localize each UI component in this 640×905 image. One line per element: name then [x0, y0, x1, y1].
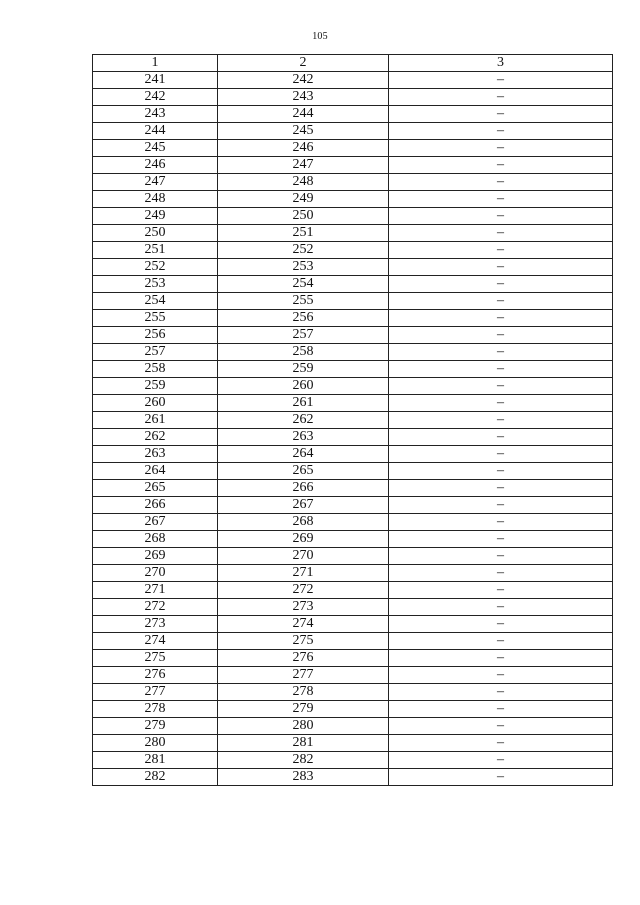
table-cell: –: [389, 412, 613, 429]
table-cell: 271: [93, 582, 218, 599]
table-cell: 252: [93, 259, 218, 276]
table-cell: 253: [93, 276, 218, 293]
table-cell: 265: [218, 463, 389, 480]
table-cell: 273: [218, 599, 389, 616]
table-row: [93, 378, 613, 395]
table-cell: –: [389, 123, 613, 140]
table-cell: –: [389, 650, 613, 667]
table-cell: –: [389, 446, 613, 463]
table-cell: 243: [218, 89, 389, 106]
table-row: [93, 463, 613, 480]
table-row: [93, 701, 613, 718]
table-cell: 252: [218, 242, 389, 259]
table-cell: 274: [218, 616, 389, 633]
table-row: [93, 361, 613, 378]
table-cell: 257: [93, 344, 218, 361]
table-cell: –: [389, 616, 613, 633]
table-cell: –: [389, 140, 613, 157]
table-cell: 249: [93, 208, 218, 225]
column-header: 1: [93, 55, 218, 72]
table-row: [93, 650, 613, 667]
table-cell: 274: [93, 633, 218, 650]
table-cell: 248: [93, 191, 218, 208]
table-cell: –: [389, 293, 613, 310]
table-cell: –: [389, 752, 613, 769]
table-cell: 279: [93, 718, 218, 735]
table-cell: 260: [93, 395, 218, 412]
table-cell: 244: [218, 106, 389, 123]
table-cell: 247: [93, 174, 218, 191]
table-cell: –: [389, 361, 613, 378]
table-row: [93, 208, 613, 225]
table-row: [93, 446, 613, 463]
table-row: [93, 752, 613, 769]
table-cell: 256: [218, 310, 389, 327]
table-row: [93, 514, 613, 531]
table-row: [93, 531, 613, 548]
table-cell: 255: [218, 293, 389, 310]
table-row: [93, 140, 613, 157]
table-row: [93, 174, 613, 191]
table-cell: 264: [93, 463, 218, 480]
table-cell: –: [389, 684, 613, 701]
table-row: [93, 276, 613, 293]
table-cell: –: [389, 667, 613, 684]
table-cell: 253: [218, 259, 389, 276]
table-row: [93, 582, 613, 599]
table-cell: 242: [218, 72, 389, 89]
table-cell: 268: [218, 514, 389, 531]
header-row: [93, 55, 613, 72]
table-row: [93, 684, 613, 701]
table-cell: –: [389, 225, 613, 242]
table-cell: 277: [93, 684, 218, 701]
table-cell: 254: [93, 293, 218, 310]
table-row: [93, 735, 613, 752]
table-cell: 277: [218, 667, 389, 684]
table-row: [93, 225, 613, 242]
table-cell: –: [389, 599, 613, 616]
table-row: [93, 412, 613, 429]
table-cell: –: [389, 531, 613, 548]
table-cell: –: [389, 480, 613, 497]
table-cell: –: [389, 72, 613, 89]
table-cell: 246: [93, 157, 218, 174]
column-header: 3: [389, 55, 613, 72]
table-cell: 265: [93, 480, 218, 497]
table-row: [93, 667, 613, 684]
table-row: [93, 106, 613, 123]
table-row: [93, 293, 613, 310]
table-row: [93, 633, 613, 650]
table-cell: 258: [93, 361, 218, 378]
table-cell: 243: [93, 106, 218, 123]
table-cell: 250: [93, 225, 218, 242]
table-row: [93, 89, 613, 106]
table-row: [93, 72, 613, 89]
table-cell: 280: [93, 735, 218, 752]
table-cell: –: [389, 735, 613, 752]
table-cell: 281: [93, 752, 218, 769]
table-cell: –: [389, 633, 613, 650]
table-row: [93, 565, 613, 582]
table-cell: –: [389, 310, 613, 327]
table-row: [93, 769, 613, 786]
table-cell: 266: [93, 497, 218, 514]
table-cell: 247: [218, 157, 389, 174]
table-cell: –: [389, 514, 613, 531]
table-row: [93, 480, 613, 497]
column-header: 2: [218, 55, 389, 72]
table-cell: 279: [218, 701, 389, 718]
table-cell: 267: [93, 514, 218, 531]
table-row: [93, 310, 613, 327]
table-cell: 251: [218, 225, 389, 242]
table-cell: –: [389, 242, 613, 259]
table-row: [93, 718, 613, 735]
table-cell: 242: [93, 89, 218, 106]
table-cell: –: [389, 106, 613, 123]
table-cell: 255: [93, 310, 218, 327]
page-number: 105: [312, 31, 328, 42]
table-cell: 278: [218, 684, 389, 701]
table-cell: 269: [218, 531, 389, 548]
table-cell: 245: [93, 140, 218, 157]
table-cell: –: [389, 344, 613, 361]
table-cell: 258: [218, 344, 389, 361]
table-row: [93, 548, 613, 565]
table-cell: 251: [93, 242, 218, 259]
table-cell: 271: [218, 565, 389, 582]
table-cell: 244: [93, 123, 218, 140]
table-cell: 245: [218, 123, 389, 140]
table-cell: 281: [218, 735, 389, 752]
table-cell: –: [389, 565, 613, 582]
table-cell: 275: [93, 650, 218, 667]
table-row: [93, 242, 613, 259]
table-cell: –: [389, 276, 613, 293]
table-cell: –: [389, 259, 613, 276]
table-cell: 256: [93, 327, 218, 344]
table-cell: –: [389, 497, 613, 514]
table-cell: 264: [218, 446, 389, 463]
table-cell: 273: [93, 616, 218, 633]
table-cell: –: [389, 463, 613, 480]
table-cell: 261: [218, 395, 389, 412]
table-cell: 250: [218, 208, 389, 225]
table-cell: 278: [93, 701, 218, 718]
table-cell: 272: [93, 599, 218, 616]
table-row: [93, 259, 613, 276]
table-cell: 260: [218, 378, 389, 395]
table-cell: –: [389, 327, 613, 344]
table-cell: 283: [218, 769, 389, 786]
table-cell: –: [389, 582, 613, 599]
table-cell: 270: [93, 565, 218, 582]
table-cell: 266: [218, 480, 389, 497]
table-row: [93, 191, 613, 208]
table-cell: 246: [218, 140, 389, 157]
table-cell: 270: [218, 548, 389, 565]
table-row: [93, 616, 613, 633]
table-row: [93, 157, 613, 174]
table-row: [93, 599, 613, 616]
table-cell: 269: [93, 548, 218, 565]
table-cell: 257: [218, 327, 389, 344]
table-body: [93, 72, 613, 786]
table-cell: 259: [93, 378, 218, 395]
table-cell: –: [389, 395, 613, 412]
table-row: [93, 429, 613, 446]
table-cell: –: [389, 89, 613, 106]
table-cell: 262: [218, 412, 389, 429]
data-table: [92, 54, 613, 786]
table-cell: 276: [93, 667, 218, 684]
table-cell: 268: [93, 531, 218, 548]
table-row: [93, 123, 613, 140]
table-cell: 259: [218, 361, 389, 378]
table-row: [93, 395, 613, 412]
table-cell: –: [389, 208, 613, 225]
table-cell: 276: [218, 650, 389, 667]
table-cell: 282: [218, 752, 389, 769]
table-cell: –: [389, 191, 613, 208]
table-cell: 254: [218, 276, 389, 293]
table-cell: 272: [218, 582, 389, 599]
table-cell: 275: [218, 633, 389, 650]
table-cell: 280: [218, 718, 389, 735]
table-row: [93, 327, 613, 344]
table-row: [93, 344, 613, 361]
table-cell: 248: [218, 174, 389, 191]
table-cell: –: [389, 429, 613, 446]
table-row: [93, 497, 613, 514]
table-cell: 261: [93, 412, 218, 429]
table-cell: –: [389, 157, 613, 174]
table-cell: –: [389, 378, 613, 395]
table-cell: –: [389, 769, 613, 786]
table-cell: 267: [218, 497, 389, 514]
table-cell: 241: [93, 72, 218, 89]
table-cell: –: [389, 174, 613, 191]
table-cell: 249: [218, 191, 389, 208]
table-cell: –: [389, 718, 613, 735]
table-cell: 282: [93, 769, 218, 786]
table-cell: 263: [93, 446, 218, 463]
table-cell: 262: [93, 429, 218, 446]
table-cell: –: [389, 701, 613, 718]
table-cell: –: [389, 548, 613, 565]
table-cell: 263: [218, 429, 389, 446]
